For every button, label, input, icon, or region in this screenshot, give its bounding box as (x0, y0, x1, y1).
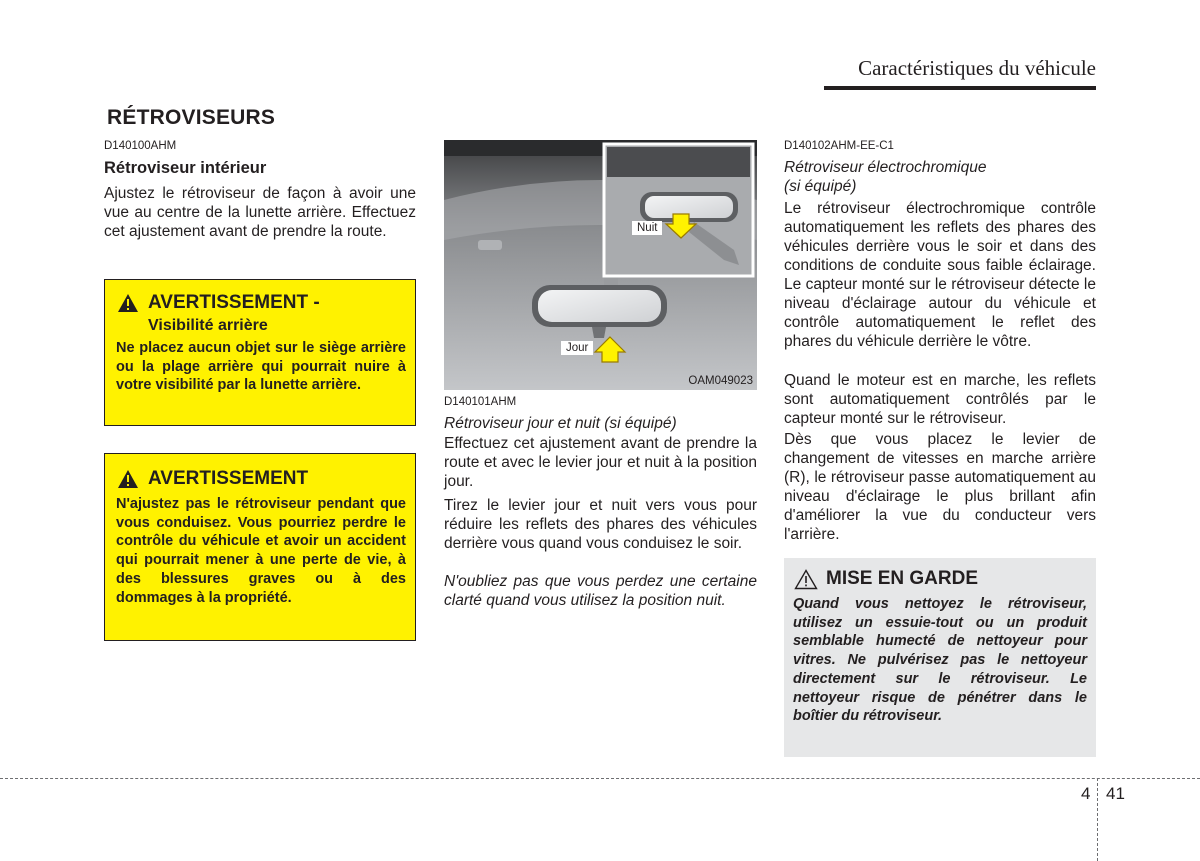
warning-triangle-icon (117, 469, 139, 489)
caution-title-text: MISE EN GARDE (826, 568, 979, 589)
day-label: Jour (561, 341, 593, 355)
figure-code: OAM049023 (688, 375, 753, 387)
chapter-title: Caractéristiques du véhicule (858, 56, 1096, 80)
page-number: 41 (1106, 784, 1125, 803)
warning-triangle-icon (117, 293, 139, 313)
subsection-heading: Rétroviseur jour et nuit (si équipé) (444, 415, 677, 432)
rearview-mirror-figure (444, 140, 757, 390)
paragraph: Ajustez le rétroviseur de façon à avoir une vue au centre de la lunette arrière. Effectuez cet ajustement avant de prendre la route. (104, 185, 416, 240)
caution-title (794, 568, 978, 590)
night-label: Nuit (632, 221, 662, 235)
paragraph: N'oubliez pas que vous perdez une certaine clarté quand vous utilisez la position nuit. (444, 573, 757, 609)
paragraph: Le rétroviseur électrochromique contrôle automatiquement les reflets des phares des véhicules derrière vous le soir et dans des conditions de conduite sous faible éclairage. Le capteur monté sur le rétroviseur détecte le niveau d'éclairage autour du véhicule et contrôle automatiquement le reflet des phares du véhicule derrière le vôtre. (784, 200, 1096, 350)
heading-line: Rétroviseur électrochromique (784, 159, 987, 176)
section-code: D140102AHM-EE-C1 (784, 140, 894, 152)
footer-divider (0, 778, 1200, 779)
paragraph: Quand le moteur est en marche, les reflets sont automatiquement contrôlés par le capteur monté sur le rétroviseur. (784, 372, 1096, 427)
subsection-heading (784, 158, 1096, 196)
caution-text: Quand vous nettoyez le rétroviseur, utilisez un essuie-tout ou un produit semblable humecté de nettoyeur pour vitres. Ne pulvérisez pas le nettoyeur directement sur le rétroviseur. Le nettoyeur risque de pénétrer dans le boîtier du rétroviseur. (793, 596, 1087, 725)
chapter-number: 4 (1081, 784, 1091, 803)
page-number-divider (1097, 778, 1098, 861)
caution-box (784, 558, 1096, 757)
section-code: D140100AHM (104, 140, 177, 152)
header-rule (824, 86, 1096, 90)
paragraph: Effectuez cet ajustement avant de prendre la route et avec le levier jour et nuit à la position jour. (444, 435, 757, 490)
mirror-illustration (444, 140, 757, 390)
paragraph: Dès que vous placez le levier de changement de vitesses en marche arrière (R), le rétroviseur passe automatiquement au niveau d'éclairage le plus brillant afin d'améliorer la vue du conducteur vers l'arrière. (784, 431, 1096, 543)
warning-text: Ne placez aucun objet sur le siège arrière ou la plage arrière qui pourrait nuire à votre visibilité par la lunette arrière. (116, 340, 406, 394)
warning-title (117, 292, 320, 314)
subsection-heading: Rétroviseur intérieur (104, 159, 267, 177)
warning-box (104, 279, 416, 426)
warning-title-text: AVERTISSEMENT (148, 468, 309, 489)
warning-title-text: AVERTISSEMENT - (148, 292, 320, 313)
heading-line: (si équipé) (784, 178, 857, 195)
section-code: D140101AHM (444, 396, 517, 408)
section-title: RÉTROVISEURS (107, 106, 276, 129)
caution-triangle-icon (794, 569, 818, 590)
warning-subtitle: Visibilité arrière (148, 317, 268, 334)
warning-title (117, 468, 308, 490)
warning-box (104, 453, 416, 641)
warning-text: N'ajustez pas le rétroviseur pendant que vous conduisez. Vous pourriez perdre le contrôle du véhicule et avoir un accident qui pourrait mener à une perte de vie, à des blessures graves ou à des dommages à la propriété. (116, 496, 406, 606)
paragraph: Tirez le levier jour et nuit vers vous pour réduire les reflets des phares des véhicules derrière vous quand vous conduisez le soir. (444, 497, 757, 552)
